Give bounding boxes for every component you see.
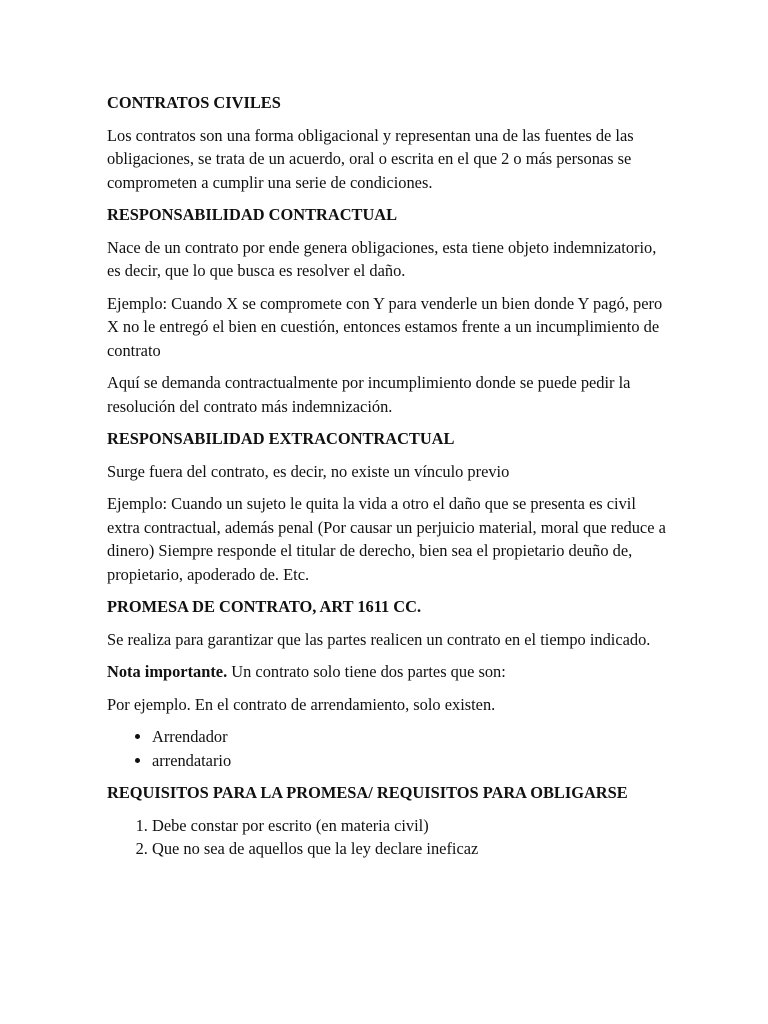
document-body (107, 91, 667, 870)
paragraph: Por ejemplo. En el contrato de arrendamiento, solo existen. (107, 694, 496, 714)
numbered-list (107, 814, 667, 861)
paragraph: Se realiza para garantizar que las partes realicen un contrato en el tiempo indicado. (107, 629, 651, 649)
list-item: • arrendatario (152, 749, 667, 773)
paragraph: Surge fuera del contrato, es decir, no existe un vínculo previo (107, 461, 510, 481)
paragraph: Aquí se demanda contractualmente por incumplimiento donde se puede pedir la resolución del contrato más indemnización. (107, 373, 631, 416)
list-item: 2. Que no sea de aquellos que la ley declare ineficaz (152, 837, 667, 861)
heading-responsabilidad-extracontractual: RESPONSABILIDAD EXTRACONTRACTUAL (107, 429, 455, 448)
list-item: • Arrendador (152, 725, 667, 749)
paragraph: Los contratos son una forma obligacional y representan una de las fuentes de las obligaciones, se trata de un acuerdo, oral o escrita en el que 2 o más personas se comprometen a cumplir una serie de condiciones. (107, 125, 634, 192)
note-label: Nota importante. (107, 662, 228, 681)
heading-requisitos: REQUISITOS PARA LA PROMESA/ REQUISITOS PARA OBLIGARSE (107, 783, 628, 802)
note-text: Un contrato solo tiene dos partes que son: (227, 662, 506, 681)
list-item: 1. Debe constar por escrito (en materia civil) (152, 814, 667, 838)
paragraph: Nace de un contrato por ende genera obligaciones, esta tiene objeto indemnizatorio, es decir, que lo que busca es resolver el daño. (107, 237, 657, 280)
note-paragraph (107, 660, 667, 684)
paragraph: Ejemplo: Cuando un sujeto le quita la vida a otro el daño que se presenta es civil extra contractual, además penal (Por causar un perjuicio material, moral que reduce a dinero) Siempre responde el titular de derecho, bien sea el propietario deuño de, propietario, apoderado de. Etc. (107, 494, 666, 584)
paragraph: Ejemplo: Cuando X se compromete con Y para venderle un bien donde Y pagó, pero X no le entregó el bien en cuestión, entonces estamos frente a un incumplimiento de contrato (107, 293, 663, 360)
heading-promesa-de-contrato: PROMESA DE CONTRATO, ART 1611 CC. (107, 597, 422, 616)
heading-contratos-civiles: CONTRATOS CIVILES (107, 93, 281, 112)
bullet-list (107, 725, 667, 772)
heading-responsabilidad-contractual: RESPONSABILIDAD CONTRACTUAL (107, 205, 398, 224)
